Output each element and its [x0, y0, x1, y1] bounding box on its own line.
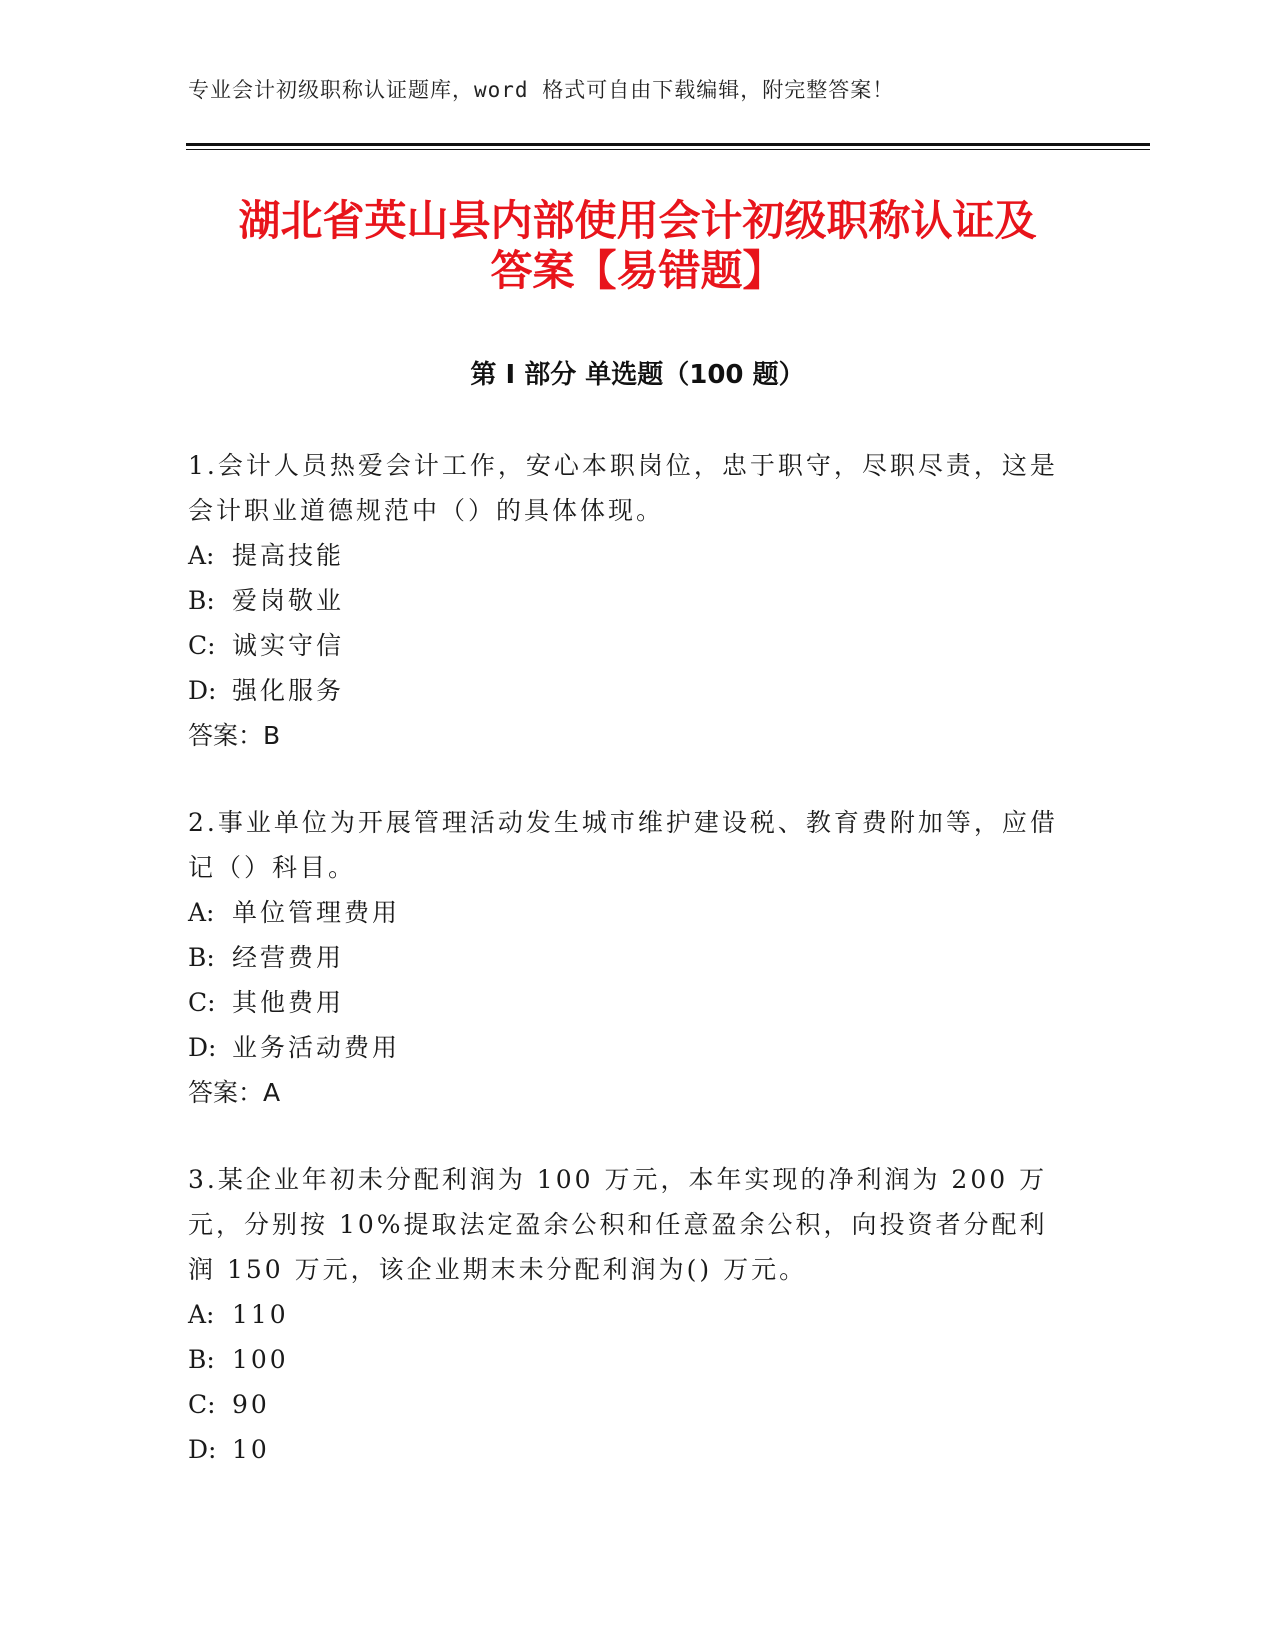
option-key: D: [188, 1435, 217, 1464]
option-key: D: [188, 676, 217, 705]
option-c [188, 1382, 1068, 1427]
option-text: 强化服务 [232, 676, 345, 705]
option-key: A: [188, 898, 215, 927]
header-rule-thick [186, 143, 1150, 146]
option-key: B: [188, 943, 215, 972]
option-key: D: [188, 1033, 217, 1062]
option-d [188, 1427, 1068, 1472]
option-text: 经营费用 [232, 943, 345, 972]
option-c [188, 980, 1068, 1025]
option-b [188, 935, 1068, 980]
option-a [188, 1292, 1068, 1337]
question-2 [188, 800, 1068, 1115]
option-key: B: [188, 586, 215, 615]
option-text: 100 [232, 1345, 289, 1374]
option-key: A: [188, 1300, 215, 1329]
option-b [188, 1337, 1068, 1382]
option-d [188, 668, 1068, 713]
document-title [150, 196, 1125, 296]
section-title: 第 I 部分 单选题（100 题） [470, 360, 805, 390]
option-text: 爱岗敬业 [232, 586, 345, 615]
option-text: 其他费用 [232, 988, 345, 1017]
option-text: 业务活动费用 [232, 1033, 401, 1062]
question-stem: 1.会计人员热爱会计工作，安心本职岗位，忠于职守，尽职尽责，这是会计职业道德规范中（）的具体体现。 [188, 451, 1058, 525]
option-c [188, 623, 1068, 668]
header-note: 专业会计初级职称认证题库，word 格式可自由下载编辑，附完整答案！ [188, 78, 895, 102]
document-title-line1: 湖北省英山县内部使用会计初级职称认证及 [238, 196, 1037, 245]
option-b [188, 578, 1068, 623]
option-key: B: [188, 1345, 215, 1374]
question-stem: 3.某企业年初未分配利润为 100 万元，本年实现的净利润为 200 万元，分别按 10%提取法定盈余公积和任意盈余公积，向投资者分配利润 150 万元，该企业期末未分配利润为() 万元。 [188, 1165, 1048, 1284]
option-key: C: [188, 631, 216, 660]
option-text: 提高技能 [232, 541, 345, 570]
header-rule-thin [186, 149, 1150, 150]
question-list [188, 443, 1068, 1514]
option-text: 110 [232, 1300, 289, 1329]
option-text: 诚实守信 [232, 631, 345, 660]
option-a [188, 890, 1068, 935]
question-stem: 2.事业单位为开展管理活动发生城市维护建设税、教育费附加等，应借记（）科目。 [188, 808, 1058, 882]
option-d [188, 1025, 1068, 1070]
question-3 [188, 1157, 1068, 1472]
option-text: 90 [232, 1390, 270, 1419]
option-key: C: [188, 988, 216, 1017]
question-1 [188, 443, 1068, 758]
option-key: C: [188, 1390, 216, 1419]
option-text: 10 [232, 1435, 270, 1464]
answer-label: 答案：A [188, 1078, 281, 1107]
document-title-line2: 答案【易错题】 [490, 246, 785, 295]
answer-label: 答案：B [188, 721, 281, 750]
option-a [188, 533, 1068, 578]
option-text: 单位管理费用 [232, 898, 401, 927]
option-key: A: [188, 541, 215, 570]
